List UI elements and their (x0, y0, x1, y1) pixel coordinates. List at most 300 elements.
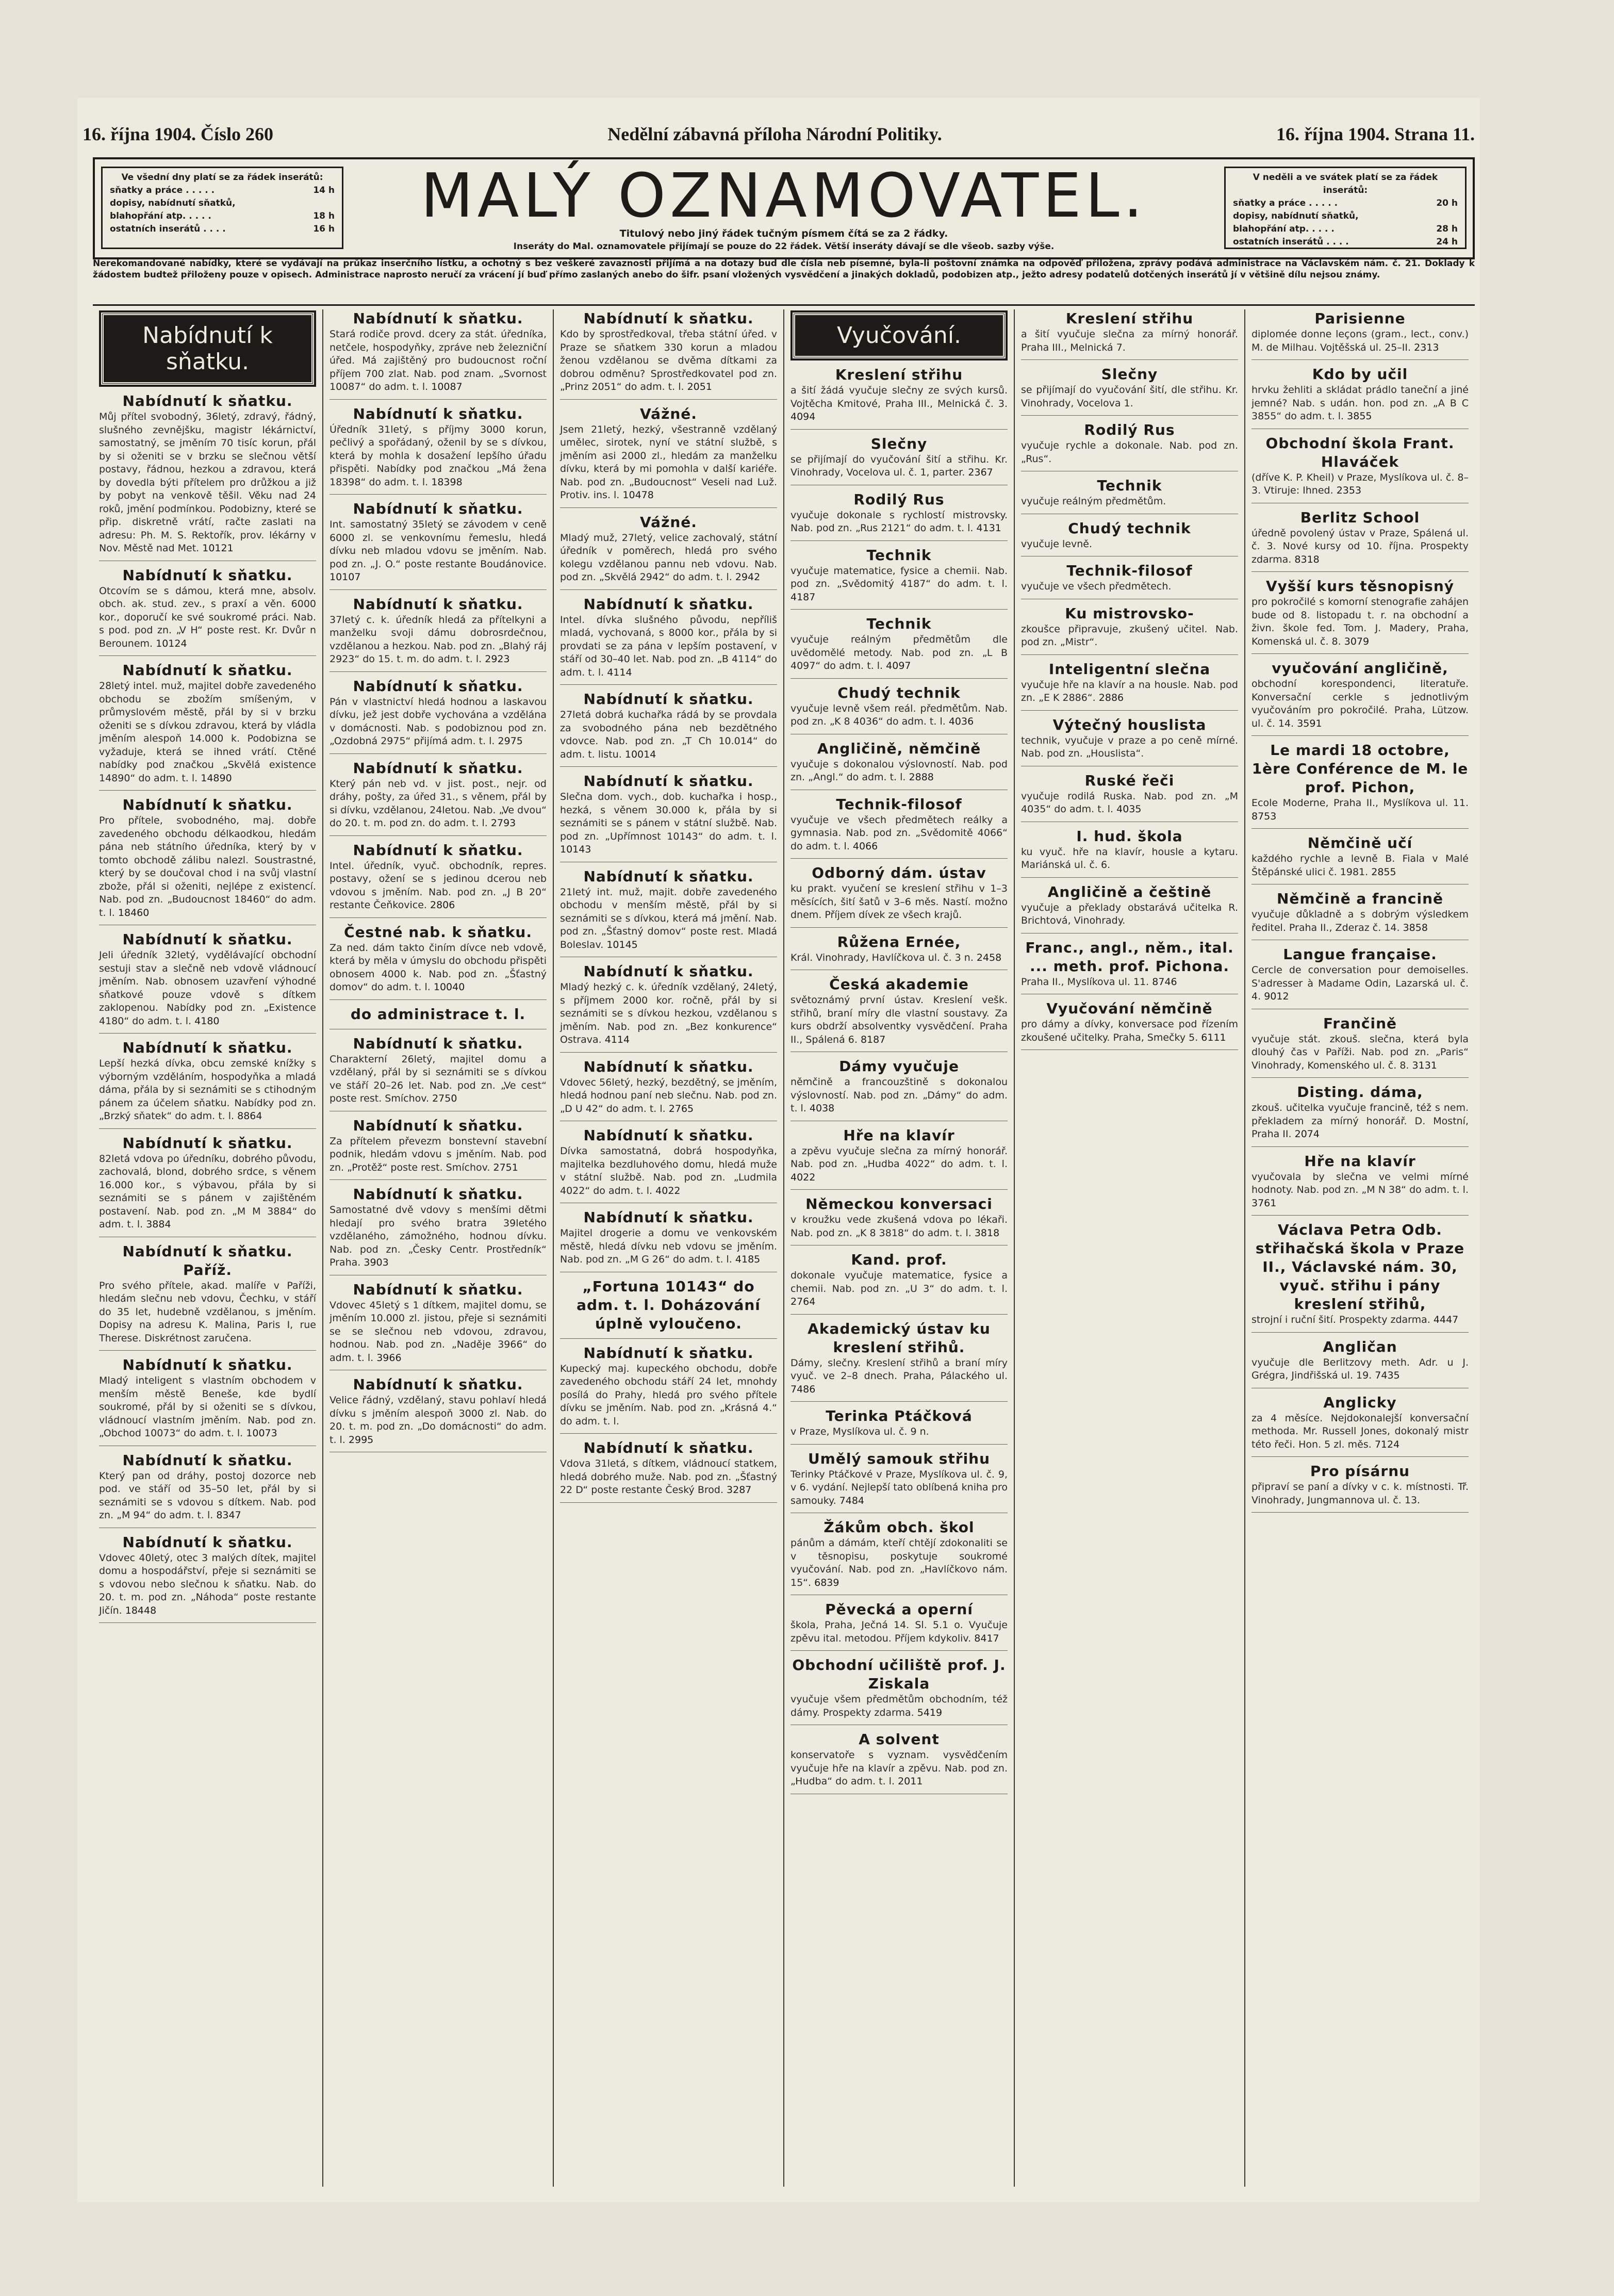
ad-title: Nabídnutí k sňatku. (353, 310, 523, 327)
classified-ad (790, 435, 1008, 485)
ad-text: a šití vyučuje slečna za mírný honorář. Praha III., Melnická 7. (1021, 329, 1238, 353)
classified-ad (790, 1518, 1008, 1595)
classified-ad (330, 1117, 547, 1180)
classified-ad (790, 864, 1008, 928)
ad-text: Terinky Ptáčkové v Praze, Myslíkova ul. č. 9, v 6. vydání. Nejlepší tato oblíbená kniha pro samouky. (790, 1468, 1008, 1506)
ad-title: Nabídnutí k sňatku. (122, 1451, 293, 1469)
ad-reference-number: 3903 (364, 1257, 389, 1268)
ad-text: vyučuje levně. (1021, 538, 1093, 550)
administration-notice: Nerekomandované nabídky, které se vydávají na průkaz inserčního lístku, a ochotný s bez veškeré zavaznosti přijímá a na dotazy bud dle čísla neb písemné, byla-li poštovní známka na odpověď přiložena, zprávy podává administrace na Václavském nám. č. 21. Doklady k žádostem budtež přiloženy pouze v opisech. Administrace naprosto neručí za vrácení jí buď přímo zaslaných anebo do šifr. psaní vložených vysvědčení a jinakých dokladů, podobizen atp., ježto adresy podatelů dotčených inserátů jí v většině dílu nejsou známy. (93, 258, 1475, 306)
ad-text: Praha II., Myslíkova ul. 11. (1021, 976, 1149, 988)
ad-column (554, 309, 784, 2187)
newspaper-page (77, 98, 1480, 2202)
ad-title: Vyšší kurs těsnopisný (1265, 578, 1455, 595)
classified-ad (99, 392, 316, 561)
ad-text: vyučuje reálným předmětům dle uvědomělé metody. Nab. pod zn. „L B 4097“ do adm. t. l. (790, 634, 1008, 671)
classified-ad (1251, 1152, 1469, 1216)
ad-title: Růžena Ernée, (837, 933, 961, 950)
ad-title: Nabídnutí k sňatku. (353, 1186, 523, 1203)
ad-reference-number: 8417 (974, 1632, 999, 1644)
classified-ad (790, 684, 1008, 734)
ad-reference-number: 4114 (604, 1034, 630, 1045)
ad-reference-number: 4185 (735, 1254, 761, 1265)
classified-ad (1021, 939, 1238, 995)
classified-ad (330, 1005, 547, 1029)
classified-ad (330, 1185, 547, 1275)
ad-text: Charakterní 26letý, majitel domu a vzdělaný, přál by si seznámiti se s dívkou ve stáří 20–26 let. Nab. pod zn. „Ve cest“ poste rest. Smíchov. (330, 1053, 547, 1104)
ad-reference-number: 4022 (790, 1171, 816, 1183)
rate-price: 14 h (313, 185, 335, 195)
ad-title: Čestné nab. k sňatku. (344, 923, 532, 941)
ad-title: Slečny (870, 435, 928, 452)
ad-text: vyučuje a překlady obstarává učitelka R. Brichtová, Vinohrady. (1021, 901, 1238, 926)
ad-reference-number: 8347 (216, 1510, 241, 1521)
ad-reference-number: 3818 (974, 1227, 1000, 1239)
ad-reference-number: 10107 (330, 571, 361, 583)
ad-text: vyučuje rychle a dokonale. Nab. pod zn. „Rus“. (1021, 440, 1238, 465)
ad-reference-number: 4180 (194, 1015, 220, 1027)
rate-price: 20 h (1436, 198, 1458, 208)
ad-reference-number: 14890 (201, 772, 232, 784)
ad-column (1245, 309, 1475, 2187)
ad-title: Žákům obch. škol (824, 1519, 975, 1536)
ad-reference-number: 10124 (156, 637, 187, 649)
ad-text: 21letý int. muž, majit. dobře zavedeného obchodu v menším městě, přál by si seznámiti se s dívkou, která má jmění. Nab. pod zn. „Šťastný domov“ poste rest. Mladá Boleslav. (560, 886, 777, 950)
ad-title: Akademický ústav ku kreslení střihů. (808, 1320, 991, 1356)
ad-text: vyučuje rodilá Ruska. Nab. pod zn. „M 4035“ do adm. t. l. (1021, 790, 1238, 815)
classified-ad (560, 1439, 777, 1503)
rate-row (110, 197, 335, 210)
ad-reference-number: 8753 (1251, 810, 1277, 822)
running-head-right: 16. října 1904. Strana 11. (1276, 124, 1475, 144)
ad-text: za 4 měsíce. Nejdokonalejší konversační methoda. Mr. Russell Jones, dokonalý mistr této řeči. Hon. 5 zl. měs. (1251, 1412, 1469, 1450)
ad-text: Dívka samostatná, dobrá hospodyňka, majitelka bezdluhového domu, hledá muže v státní službě. Nab. pod zn. „Ludmila 4022“ do adm. t. l. (560, 1145, 777, 1196)
ad-title: Nabídnutí k sňatku. (583, 867, 754, 885)
ad-title: Berlitz School (1300, 509, 1420, 526)
classified-ad (330, 923, 547, 1000)
ad-reference-number: 2942 (735, 571, 761, 583)
classified-ad (99, 1356, 316, 1446)
ad-reference-number: 10073 (246, 1428, 277, 1439)
classified-ad (330, 841, 547, 918)
classified-ad (560, 1058, 777, 1122)
ad-columns (93, 309, 1475, 2187)
ad-title: Výtečný houslista (1052, 716, 1207, 733)
ad-reference-number: 4114 (607, 666, 632, 678)
ad-text: Mladý muž, 27letý, velice zachovalý, státní úředník v poměrech, hledá pro svého kolegu vzdělanou pannu neb vdovu. Nab. pod zn. „Skvělá 2942“ do adm. t. l. (560, 532, 777, 583)
classified-ad (1251, 1462, 1469, 1513)
classified-ad (330, 405, 547, 495)
ad-reference-number: 5419 (917, 1707, 943, 1718)
ad-title: Nabídnutí k sňatku. (583, 691, 754, 708)
ad-title: Le mardi 18 octobre, 1ère Conférence de M. le prof. Pichon, (1251, 742, 1469, 796)
ad-title: Nabídnutí k sňatku. (583, 1058, 754, 1075)
weekday-rates-box (101, 167, 343, 249)
ad-text: Slečna dom. vych., dob. kuchařka i hosp., hezká, s věnem 30.000 k, přála by si seznámiti se s pánem v státní službě. Nab. pod zn. „Upřímnost 10143“ do adm. t. l. (560, 791, 777, 842)
ad-reference-number: 4036 (948, 716, 974, 727)
ad-title: Nabídnutí k sňatku. (583, 1209, 754, 1226)
classified-ad (1021, 421, 1238, 471)
ad-title: Vážné. (640, 405, 697, 422)
ad-column (323, 309, 554, 2187)
ad-text: a šití žádá vyučuje slečny ze svých kursů. Vojtěcha Kmitové, Praha III., Melnická č. 3. (790, 385, 1008, 409)
ad-title: Technik-filosof (1066, 562, 1193, 579)
ad-reference-number: 4131 (976, 522, 1001, 534)
classified-ad (1251, 577, 1469, 654)
ad-reference-number: 2011 (898, 1776, 923, 1787)
ad-text: Král. Vinohrady, Havlíčkova ul. č. 3 n. (790, 952, 974, 963)
ad-text: technik, vyučuje v praze a po ceně mírné. Nab. pod zn. „Houslista“. (1021, 734, 1238, 759)
ad-reference-number: 10087 (431, 381, 463, 392)
ad-reference-number: 6839 (814, 1577, 839, 1588)
classified-ad (1251, 434, 1469, 503)
ad-title: Nabídnutí k sňatku. (353, 405, 523, 422)
ad-text: 28letý intel. muž, majitel dobře zavedeného obchodu se zbožím smíšeným, v průmyslovém městě, přál by si v brzku oženiti se s dívkou zdravou, která by vládla jměním alespoň 14.000 k. Podobizna se vyžaduje, která se ihned vrátí. Ctěné nabídky pod značkou „Skvělá existence 14890“ do adm. t. l. (99, 680, 316, 784)
classified-ad (330, 759, 547, 836)
classified-ad (560, 513, 777, 590)
ad-title: Nabídnutí k sňatku. (353, 595, 523, 613)
ad-title: Franc., angl., něm., ital. ... meth. prof. Pichona. (1025, 939, 1234, 975)
classified-ad (560, 1126, 777, 1203)
classified-ad (790, 615, 1008, 679)
ad-reference-number: 2923 (485, 653, 510, 665)
ad-reference-number: 2458 (976, 952, 1002, 963)
ad-text: (dříve K. P. Kheil) v Praze, Myslíkova ul. č. 8–3. Vtiruje: Ihned. (1251, 471, 1469, 496)
masthead (363, 160, 1205, 252)
classified-ad (560, 595, 777, 685)
ad-reference-number: 2353 (1336, 485, 1362, 496)
ad-title: Nabídnutí k sňatku. (583, 595, 754, 613)
ad-text: ku vyuč. hře na klavír, housle a kytaru. Mariánská ul. č. 6. (1021, 846, 1238, 871)
ad-text: Majitel drogerie a domu ve venkovském městě, hledá dívku neb vdovu se jměním. Nab. pod zn. „M G 26“ do adm. t. l. (560, 1227, 777, 1265)
classified-ad (790, 546, 1008, 610)
ad-text: strojní i ruční šití. Prospekty zdarma. (1251, 1314, 1430, 1325)
ad-text: vyučuje ve všech předmětech reálky a gymnasia. Nab. pod zn. „Svědomitě 4066“ do adm. t. l. (790, 814, 1008, 852)
ad-text: Za přítelem převezm bonstevní stavební podnik, hledám vdovu s jměním. Nab. pod zn. „Protěž“ poste rest. Smíchov. (330, 1135, 547, 1173)
ad-reference-number: 4035 (1116, 803, 1142, 815)
ad-reference-number: 3131 (1412, 1059, 1437, 1071)
ad-text: Pro přítele, svobodného, maj. dobře zavedeného obchodu délkaodkou, hledám pána neb státního úředníka, který by v tomto obchodě zálibu nalezl. Soustrastné, který by se doučoval chod i na svůj vlastní zbože, přál si oženiti, nejlépe z existencí. Nab. pod zn. „Budoucnost 18460“ do adm. t. l. (99, 815, 316, 919)
ad-reference-number: 4097 (886, 660, 911, 671)
ad-reference-number: 4094 (790, 411, 816, 422)
ad-title: Frančině (1323, 1014, 1397, 1032)
ad-text: a zpěvu vyučuje slečna za mírný honorář. Nab. pod zn. „Hudba 4022“ do adm. t. l. (790, 1145, 1008, 1170)
ad-title: Angličině a češtině (1047, 883, 1212, 900)
ad-text: němčině a francouzštině s dokonalou výslovností. Nab. pod zn. „Dámy“ do adm. t. l. (790, 1076, 1008, 1114)
ad-title: Obchodní škola Frant. Hlaváček (1265, 434, 1455, 470)
ad-text: Za ned. dám takto činím dívce neb vdově, která by měla v úmyslu do obchodu přispěti obnosem 4000 k. Nab. pod zn. „Šťastný domov“ do adm. t. l. (330, 942, 547, 993)
classified-ad (99, 1039, 316, 1129)
ad-title: Parisienne (1314, 310, 1406, 327)
ad-title: Angličině, němčině (817, 740, 981, 757)
ad-title: Technik (1097, 477, 1162, 494)
classified-ad (790, 1730, 1008, 1794)
ad-title: Nabídnutí k sňatku. Paříž. (122, 1242, 293, 1278)
classified-ad (560, 1277, 777, 1339)
ad-reference-number: 3858 (1403, 922, 1428, 933)
classified-ad (1251, 1221, 1469, 1333)
ad-text: vyučuje dokonale s rychlostí mistrovsky. Nab. pod zn. „Rus 2121“ do adm. t. l. (790, 509, 1008, 534)
ad-text: Pro svého přítele, akad. malíře v Paříži, hledám slečnu neb vdovu, Čechku, v stáří do 35 let, hudebně vzdělanou, s jměním. Dopisy na adresu K. Malina, Paris I, rue Therese. Diskrétnost zaručena. (99, 1280, 316, 1344)
ad-title: do administrace t. l. (350, 1005, 526, 1023)
classified-ad (1251, 309, 1469, 360)
ad-title: Nabídnutí k sňatku. (353, 1376, 523, 1393)
classified-ad (1251, 365, 1469, 429)
ad-title: Nabídnutí k sňatku. (583, 1439, 754, 1456)
ad-text: Lepší hezká dívka, obcu zemské knížky s výborným vzděláním, hospodyňka a mladá dáma, přála by si seznámiti se s ctihodným pánem za účelem sňatku. Nabídky pod zn. „Brzký sňatek“ do adm. t. l. (99, 1058, 316, 1122)
classified-ad (1251, 1393, 1469, 1457)
ad-title: Nabídnutí k sňatku. (353, 500, 523, 517)
rate-row (1233, 210, 1458, 223)
ad-column (1015, 309, 1245, 2187)
classified-ad (790, 1656, 1008, 1725)
ad-text: vyučuje dle Berlitzovy meth. Adr. u J. Grégra, Jindřišská ul. 19. (1251, 1356, 1469, 1381)
weekday-rates-heading: Ve všední dny platí se za řádek inserátů: (121, 172, 323, 183)
classified-ad (790, 490, 1008, 541)
ad-title: Terinka Ptáčková (826, 1407, 973, 1424)
ad-title: Chudý technik (1068, 519, 1191, 537)
classified-ad (790, 1251, 1008, 1315)
ad-text: Intel. dívka slušného původu, nepříliš mladá, vychovaná, s 8000 kor., přála by si provdati se za pána v lepším postavení, v stáří od 30–40 let. Nab. pod zn. „B 4114“ do adm. t. l. (560, 614, 777, 678)
classified-ad (790, 1057, 1008, 1121)
ad-title: Umělý samouk střihu (808, 1450, 991, 1467)
ad-text: Pán v vlastnictví hledá hodnou a laskavou dívku, jež jest dobře vychována a vzdělána v domácnosti. Nab. s podobiznou pod zn. „Ozdobná 2975“ přijímá adm. t. l. (330, 696, 547, 747)
ad-title: Nabídnutí k sňatku. (353, 1117, 523, 1134)
classified-ad (560, 772, 777, 862)
ad-title: Technik (866, 546, 932, 564)
ad-text: připraví se paní a dívky v c. k. místnosti. Tř. Vinohrady, Jungmannova ul. č. 13. (1251, 1481, 1469, 1506)
classified-ad (560, 690, 777, 767)
classified-ad (330, 1281, 547, 1371)
ad-text: Stará rodiče provd. dcery za stát. úředníka, netčele, hospodyňky, zpráve neb železniční úřed. Má zajištěný pro budoucnost roční příjem 700 zlat. Nab. pod znam. „Svornost 10087“ do adm. t. l. (330, 329, 547, 392)
ad-title: vyučování angličině, (1272, 660, 1448, 677)
ad-reference-number: 2764 (790, 1296, 816, 1307)
ad-reference-number: 18448 (125, 1604, 157, 1616)
classified-ad (99, 930, 316, 1034)
rate-row (1233, 223, 1458, 236)
classified-ad (330, 500, 547, 590)
ad-text: 37letý c. k. úředník hledá za přítelkyni a manželku svoji dámu dobrosrdečnou, vzdělanou a hezkou. Nab. pod zn. „Blahý ráj 2923“ do 15. t. m. do adm. t. l. (330, 614, 547, 665)
ad-reference-number: 4022 (655, 1185, 681, 1196)
classified-ad (1021, 827, 1238, 878)
ad-title: Pěvecká a operní (825, 1601, 973, 1618)
ad-text: konservatoře s vyznam. vysvědčením vyučuje hře na klavír a zpěvu. Nab. pod zn. „Hudba“ do adm. t. l. (790, 1749, 1008, 1787)
classified-ad (1021, 883, 1238, 933)
ad-title: Hře na klavír (1304, 1152, 1416, 1170)
ad-title: Nabídnutí k sňatku. (122, 1533, 293, 1551)
masthead-banner (93, 157, 1475, 259)
ad-title: Rodilý Rus (853, 490, 945, 508)
ad-reference-number: 7486 (790, 1383, 816, 1395)
ad-title: Nabídnutí k sňatku. (122, 662, 293, 679)
classified-ad (790, 1195, 1008, 1245)
ad-reference-number: 2995 (348, 1434, 374, 1446)
classified-ad (1021, 519, 1238, 557)
ad-text: úředně povolený ústav v Praze, Spálená ul. č. 3. Nové kursy od 10. října. Prospekty zdarma. (1251, 527, 1469, 565)
ad-title: Nabídnutí k sňatku. (353, 1035, 523, 1052)
ad-text: vyučuje všem předmětům obchodním, též dámy. Prospekty zdarma. (790, 1694, 1008, 1718)
ad-text: Vdovec 56letý, hezký, bezdětný, se jměním, hledá hodnou paní neb slečnu. Nab. pod zn. „D U 42“ do adm. t. l. (560, 1076, 777, 1114)
section-heading: Nabídnutí k sňatku. (101, 313, 314, 385)
classified-ad (790, 1126, 1008, 1190)
ad-text: pánům a dámám, kteří chtějí zdokonaliti se v těsnopisu, poskytuje soukromé vyučování. Nab. pod zn. „Havlíčkovo nám. 15“. (790, 1537, 1008, 1588)
ad-title: Česká akademie (829, 976, 969, 993)
ad-text: Ecole Moderne, Praha II., Myslíkova ul. 11. (1251, 797, 1469, 809)
ad-title: Nabídnutí k sňatku. (353, 759, 523, 777)
ad-text: Vdovec 40letý, otec 3 malých dítek, majitel domu a hospodářství, přeje si seznámiti se s vdovou nebo slečnou k sňatku. Nab. do 20. t. m. pod zn. „Náhoda“ poste restante Jičín. (99, 1552, 316, 1616)
ad-text: zkoušce připravuje, zkušený učitel. Nab. pod zn. „Mistr“. (1021, 623, 1238, 648)
ad-text: Intel. úředník, vyuč. obchodník, repres. postavy, ožení se s jedinou dcerou neb vdovou s jměním. Nab. pod zn. „J B 20“ restante Čeňkovice. (330, 860, 547, 911)
ad-title: Němčině učí (1307, 834, 1413, 851)
rate-label: dopisy, nabídnutí sňatků, (110, 198, 236, 208)
ad-reference-number: 2793 (490, 817, 516, 829)
classified-ad (99, 1451, 316, 1528)
rate-row (110, 210, 335, 223)
ad-title: Nabídnutí k sňatku. (353, 841, 523, 859)
ad-title: Němčině a francině (1276, 890, 1444, 907)
ad-title: Kreslení střihu (1065, 310, 1194, 327)
ad-title: Nabídnutí k sňatku. (122, 392, 293, 409)
ad-text: vyučuje stát. zkouš. slečna, která byla dlouhý čas v Paříži. Nab. pod zn. „Paris“ Vinohrady, Komenského ul. č. 8. (1251, 1033, 1469, 1071)
ad-text: dokonale vyučuje matematice, fysice a chemii. Nab. pod zn. „U 3“ do adm. t. l. (790, 1270, 1008, 1294)
ad-reference-number: 6111 (1201, 1031, 1226, 1043)
ad-text: Který pan od dráhy, postoj dozorce neb pod. ve stáří od 35–50 let, přál by si seznámiti se s vdovou s dítkem. Nab. pod zn. „M 94“ do adm. t. l. (99, 1470, 316, 1521)
ad-reference-number: 2855 (1371, 866, 1396, 878)
ad-text: v Praze, Myslíkova ul. č. 9 n. (790, 1426, 929, 1437)
ad-title: Německou konversaci (805, 1195, 993, 1212)
ad-column (93, 309, 323, 2187)
ad-reference-number: 10014 (624, 748, 656, 760)
classified-ad (560, 1208, 777, 1272)
rate-label: dopisy, nabídnutí sňatků, (1233, 211, 1359, 221)
masthead-note: Inseráty do Mal. oznamovatele přijímají se pouze do 22 řádek. Větší inseráty dávají se dle všeob. sazby výše. (513, 241, 1055, 252)
ad-title: Kreslení střihu (835, 366, 963, 383)
ad-text: vyučuje ve všech předmětech. (1021, 581, 1172, 592)
ad-text: v kroužku vede zkušená vdova po lékaři. Nab. pod zn. „K 8 3818“ do adm. t. l. (790, 1214, 1008, 1239)
classified-ad (790, 975, 1008, 1052)
ad-title: Nabídnutí k sňatku. (122, 1039, 293, 1056)
ad-reference-number: 2888 (909, 772, 934, 783)
ad-text: zkouš. učitelka vyučuje francině, též s nem. překladem za mírný honorář. D. Mostní, Praha II. (1251, 1102, 1469, 1140)
ad-text: Velice řádný, vzdělaný, stavu pohlaví hledá dívku s jměním alespoň 3000 zl. Nab. do 20. t. m. pod zn. „Do domácnosti“ do adm. t. l. (330, 1395, 547, 1446)
ad-reference-number: 2750 (432, 1093, 457, 1104)
ad-reference-number: 8187 (860, 1034, 886, 1045)
ad-title: Nabídnutí k sňatku. (353, 677, 523, 695)
classified-ad (790, 740, 1008, 790)
ad-title: Václava Petra Odb. střihačská škola v Praze II., Václavské nám. 30, vyuč. střihu i pány kreslení střihů, (1255, 1221, 1465, 1313)
ad-reference-number: 3079 (1344, 635, 1370, 647)
classified-ad (790, 1407, 1008, 1445)
ad-reference-number: 3761 (1251, 1197, 1277, 1209)
classified-ad (560, 962, 777, 1053)
ad-text: se přijímají do vyučování šití a střihu. Kr. Vinohrady, Vocelova ul. č. 1, parter. (790, 453, 1008, 478)
ad-reference-number: 2765 (668, 1103, 694, 1114)
ad-reference-number: 10145 (606, 939, 638, 950)
ad-title: „Fortuna 10143“ do adm. t. l. Doházování úplně vyloučeno. (577, 1277, 761, 1332)
rate-row (110, 184, 335, 197)
ad-text: Mladý inteligent s vlastním obchodem v menším městě Beneše, kde bydlí soukromé, přál by si oženiti se s dívkou, vládnoucí vlastním jměním. Nab. pod zn. „Obchod 10073“ do adm. t. l. (99, 1375, 316, 1439)
ad-text: Který pán neb vd. v jist. post., nejr. od dráhy, pošty, za úřed 31., s věnem, přál by si dívku, vzdělanou, 24letou. Nab. „Ve dvou“ do 20. t. m. pod zn. do adm. t. l. (330, 778, 547, 829)
ad-title: Vyučování němčině (1046, 1000, 1213, 1017)
ad-reference-number: 4038 (809, 1103, 835, 1114)
ad-text: obchodní korespondenci, literatuře. Konversační cerkle s jednotlivým vyučováním pro pokročilé. Praha, Lützow. ul. č. 14. (1251, 678, 1469, 729)
ad-text: Jeli úředník 32letý, vydělávající obchodní sestuji stav a slečně neb vdově vládnoucí jměním. Nab. obnosem uzavření výhodné sňatkové pouze vdově s dítkem zaklopenou. Nabídky pod zn. „Existence 4180“ do adm. t. l. (99, 949, 316, 1027)
classified-ad (1021, 660, 1238, 711)
ad-reference-number: 10478 (622, 489, 654, 501)
ad-reference-number: 9012 (1264, 991, 1289, 1002)
classified-ad (790, 366, 1008, 430)
ad-title: A solvent (859, 1731, 940, 1748)
ad-title: Disting. dáma, (1297, 1084, 1423, 1101)
classified-ad (790, 1320, 1008, 1402)
classified-ad (560, 867, 777, 958)
ad-reference-number: 2751 (493, 1161, 518, 1173)
ad-title: Nabídnutí k sňatku. (122, 1134, 293, 1152)
classified-ad (1021, 716, 1238, 766)
ad-text: vyučuje levně všem reál. předmětům. Nab. pod zn. „K 8 4036“ do adm. t. l. (790, 702, 1008, 727)
ad-reference-number: 2051 (687, 381, 712, 392)
ad-reference-number: 2074 (1294, 1128, 1320, 1140)
classified-ad (1251, 659, 1469, 736)
classified-ad (560, 309, 777, 400)
ad-title: Hře na klavír (843, 1126, 955, 1144)
rate-label: sňatky a práce . . . . . (1233, 198, 1338, 208)
ad-text: vyučuje matematice, fysice a chemii. Nab. pod zn. „Svědomitý 4187“ do adm. t. l. (790, 565, 1008, 589)
ad-reference-number: 2313 (1414, 341, 1439, 353)
classified-ad (330, 595, 547, 672)
ad-reference-number: 3966 (376, 1352, 402, 1364)
classified-ad (1021, 477, 1238, 514)
ad-text: vyučuje s dokonalou výslovností. Nab. pod zn. „Angl.“ do adm. t. l. (790, 758, 1008, 783)
rate-price: 24 h (1436, 237, 1458, 247)
ad-reference-number: 18398 (431, 476, 463, 488)
ad-reference-number: 2975 (498, 735, 523, 747)
ad-reference-number: 7124 (1374, 1438, 1400, 1450)
ad-reference-number: 3591 (1297, 717, 1322, 729)
ad-title: Inteligentní slečna (1048, 660, 1211, 678)
ad-text: škola, Praha, Ječná 14. Sl. 5.1 o. Vyučuje zpěvu ital. metodou. Příjem kdykoliv. (790, 1619, 1008, 1644)
ad-reference-number: 10121 (202, 543, 234, 554)
ad-title: Nabídnutí k sňatku. (583, 310, 754, 327)
classified-ad (790, 933, 1008, 971)
classified-ad (99, 1533, 316, 1623)
ad-reference-number: 4187 (790, 591, 816, 603)
classified-ad (1251, 890, 1469, 940)
ad-text: Kupecký maj. kupeckého obchodu, dobře zavedeného obchodu stáří 24 let, mnohdy posílá do Prahy, hledá pro svého přítele dívku se jměním. Nab. pod zn. „Krásná 4.“ do adm. t. l. (560, 1363, 777, 1427)
ad-title: Ruské řeči (1084, 772, 1175, 789)
ad-text: 82letá vdova po úředníku, dobrého původu, zachovalá, blond, dobrého srdce, s věnem 16.000 kor., s výbavou, přála by si seznámiti se s pánem v zajištěném postavení. Nab. pod zn. „M M 3884“ do adm. t. l. (99, 1153, 316, 1230)
classified-ad (1251, 741, 1469, 829)
ad-text: vyučuje důkladně a s dobrým výsledkem ředitel. Praha II., Zderaz č. 14. (1251, 909, 1469, 933)
ad-text: Kdo by sprostředkoval, třeba státní úřed. v Praze se sňatkem 330 korun a mladou ženou vzdělanou se dvěma dítkami za dobrou odměnu? Sprostředkovatel pod zn. „Prinz 2051“ do adm. t. l. (560, 329, 777, 392)
classified-ad (99, 661, 316, 791)
ad-title: Pro písárnu (1310, 1463, 1410, 1480)
ad-title: Ku mistrovsko- (1065, 604, 1194, 622)
classified-ad (99, 1242, 316, 1351)
classified-ad (330, 309, 547, 400)
ad-title: Nabídnutí k sňatku. (122, 796, 293, 813)
ad-reference-number: 18460 (118, 907, 150, 919)
classified-ad (560, 1344, 777, 1434)
section-heading: Vyučování. (793, 313, 1006, 358)
rate-label: blahopřání atp. . . . . (110, 211, 211, 221)
rate-row (110, 223, 335, 236)
ad-reference-number: 3884 (146, 1219, 171, 1230)
ad-reference-number: 8746 (1152, 976, 1177, 988)
ad-text: se přijímají do vyučování šití, dle střihu. Kr. Vinohrady, Vocelova 1. (1021, 384, 1238, 409)
classified-ad (1251, 1014, 1469, 1078)
ad-reference-number: 2367 (968, 467, 993, 478)
